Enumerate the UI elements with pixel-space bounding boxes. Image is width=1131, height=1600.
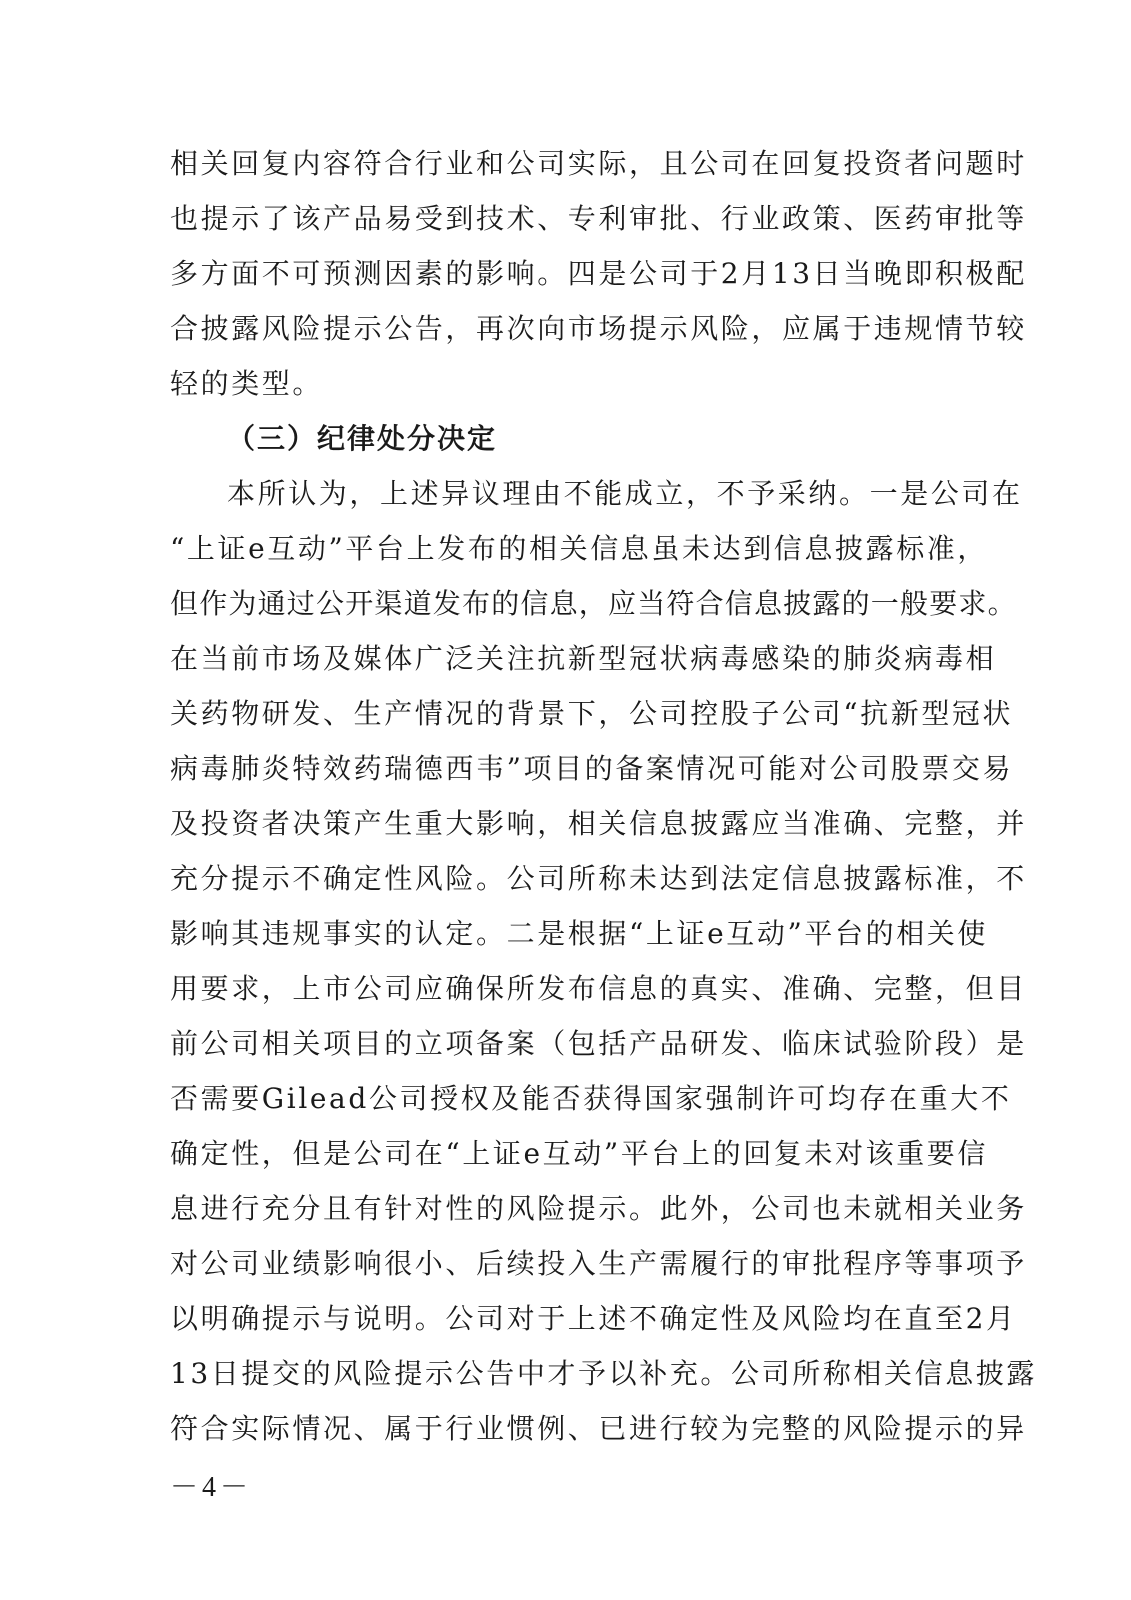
paragraph-2-line-9: 影响其违规事实的认定。二是根据“上证e互动”平台的相关使 — [170, 917, 989, 950]
paragraph-2-line-16: 以明确提示与说明。公司对于上述不确定性及风险均在直至2月 — [170, 1302, 1017, 1335]
paragraph-2-line-13: 确定性，但是公司在“上证e互动”平台上的回复未对该重要信 — [170, 1137, 989, 1170]
paragraph-2-line-2: “上证e互动”平台上发布的相关信息虽未达到信息披露标准， — [170, 532, 989, 565]
paragraph-2-line-10: 用要求，上市公司应确保所发布信息的真实、准确、完整，但目 — [170, 972, 1027, 1005]
paragraph-1-line-5: 轻的类型。 — [170, 367, 324, 400]
paragraph-2-line-17: 13日提交的风险提示公告中才予以补充。公司所称相关信息披露 — [170, 1357, 1038, 1390]
paragraph-1-line-2: 也提示了该产品易受到技术、专利审批、行业政策、医药审批等 — [170, 202, 1027, 235]
paragraph-2-line-11: 前公司相关项目的立项备案（包括产品研发、临床试验阶段）是 — [170, 1027, 1027, 1060]
paragraph-2-line-12: 否需要Gilead公司授权及能否获得国家强制许可均存在重大不 — [170, 1082, 1012, 1115]
paragraph-2-line-14: 息进行充分且有针对性的风险提示。此外，公司也未就相关业务 — [170, 1192, 1027, 1225]
paragraph-1-line-4: 合披露风险提示公告，再次向市场提示风险，应属于违规情节较 — [170, 312, 1027, 345]
section-heading: （三）纪律处分决定 — [227, 422, 498, 455]
paragraph-1-line-1: 相关回复内容符合行业和公司实际，且公司在回复投资者问题时 — [170, 147, 1027, 180]
paragraph-2-line-4: 在当前市场及媒体广泛关注抗新型冠状病毒感染的肺炎病毒相 — [170, 642, 997, 675]
paragraph-2-line-8: 充分提示不确定性风险。公司所称未达到法定信息披露标准，不 — [170, 862, 1027, 895]
paragraph-2-line-15: 对公司业绩影响很小、后续投入生产需履行的审批程序等事项予 — [170, 1247, 1027, 1280]
paragraph-2-line-18: 符合实际情况、属于行业惯例、已进行较为完整的风险提示的异 — [170, 1412, 1027, 1445]
paragraph-2-line-7: 及投资者决策产生重大影响，相关信息披露应当准确、完整，并 — [170, 807, 1027, 840]
paragraph-2-line-5: 关药物研发、生产情况的背景下，公司控股子公司“抗新型冠状 — [170, 697, 1014, 730]
paragraph-2-line-3: 但作为通过公开渠道发布的信息，应当符合信息披露的一般要求。 — [170, 587, 1017, 620]
page-number: －4－ — [170, 1472, 253, 1503]
paragraph-2-line-1: 本所认为，上述异议理由不能成立，不予采纳。一是公司在 — [227, 477, 1023, 510]
paragraph-1-line-3: 多方面不可预测因素的影响。四是公司于2月13日当晚即积极配 — [170, 257, 1027, 290]
paragraph-2-line-6: 病毒肺炎特效药瑞德西韦”项目的备案情况可能对公司股票交易 — [170, 752, 1014, 785]
